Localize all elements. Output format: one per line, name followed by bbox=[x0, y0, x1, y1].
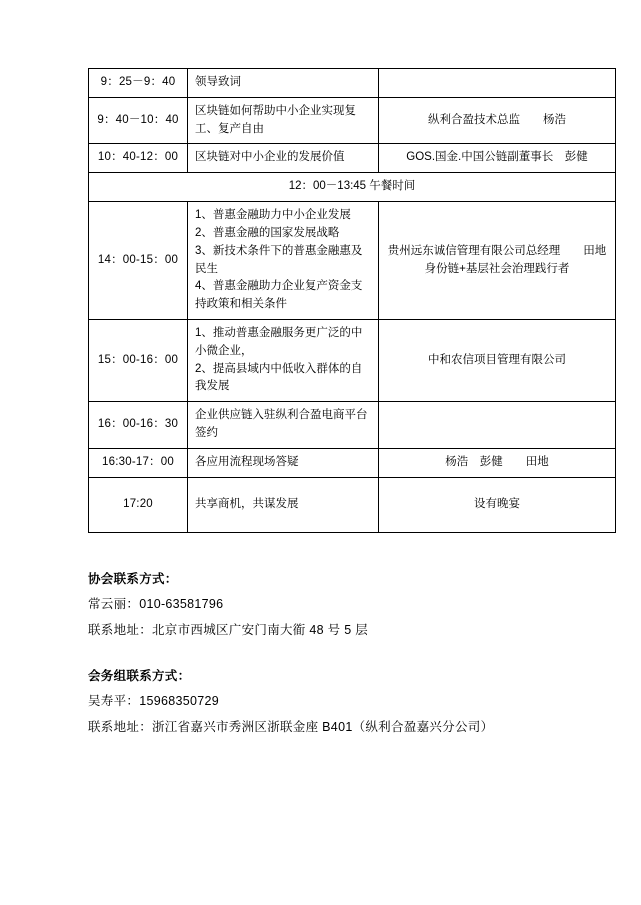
row-topic-line: 4、普惠金融助力企业复产资金支持政策和相关条件 bbox=[195, 280, 363, 311]
row-time: 14：00-15：00 bbox=[89, 202, 188, 320]
table-row bbox=[89, 402, 616, 449]
table-row bbox=[89, 69, 616, 98]
contact-heading: 会务组联系方式： bbox=[88, 668, 191, 683]
table-row-lunch bbox=[89, 173, 616, 202]
row-time: 9：40－10：40 bbox=[89, 97, 188, 144]
row-topic: 区块链对中小企业的发展价值 bbox=[188, 144, 379, 173]
row-topic-line: 2、普惠金融的国家发展战略 bbox=[195, 226, 340, 239]
row-speaker-line: 中和农信项目管理有限公司 bbox=[428, 353, 566, 366]
row-time: 16:30-17：00 bbox=[89, 448, 188, 477]
table-row bbox=[89, 202, 616, 320]
contact-group-organizer bbox=[88, 664, 571, 741]
row-time: 16：00-16：30 bbox=[89, 402, 188, 449]
contact-line: 联系地址：浙江省嘉兴市秀洲区浙联金座 B401（纵利合盈嘉兴分公司） bbox=[88, 719, 494, 734]
row-topic: 区块链如何帮助中小企业实现复工、复产自由 bbox=[188, 97, 379, 144]
row-topic: 共享商机，共谋发展 bbox=[188, 477, 379, 532]
row-speaker: 设有晚宴 bbox=[379, 477, 616, 532]
row-time: 9：25－9：40 bbox=[89, 69, 188, 98]
row-speaker: 杨浩 彭健 田地 bbox=[379, 448, 616, 477]
contact-heading: 协会联系方式： bbox=[88, 571, 178, 586]
table-row bbox=[89, 319, 616, 401]
row-topic-line: 3、新技术条件下的普惠金融惠及民生 bbox=[195, 244, 363, 275]
lunch-break-text: 12：00－13:45 午餐时间 bbox=[89, 173, 616, 202]
row-time: 17:20 bbox=[89, 477, 188, 532]
row-speaker: 纵利合盈技术总监 杨浩 bbox=[379, 97, 616, 144]
row-topic: 各应用流程现场答疑 bbox=[188, 448, 379, 477]
row-time: 15：00-16：00 bbox=[89, 319, 188, 401]
table-row bbox=[89, 97, 616, 144]
row-topic-line: 2、提高县域内中低收入群体的自我发展 bbox=[195, 362, 363, 393]
table-row bbox=[89, 448, 616, 477]
row-time: 10：40-12：00 bbox=[89, 144, 188, 173]
row-topic-lines bbox=[195, 325, 371, 396]
schedule-table-body bbox=[89, 69, 616, 533]
row-speaker bbox=[379, 319, 616, 401]
row-topic-line: 1、普惠金融助力中小企业发展 bbox=[195, 209, 351, 222]
row-topic: 企业供应链入驻纵利合盈电商平台签约 bbox=[188, 402, 379, 449]
row-speaker: GOS.国金.中国公链副董事长 彭健 bbox=[379, 144, 616, 173]
schedule-table bbox=[88, 68, 616, 533]
row-speaker bbox=[379, 202, 616, 320]
contacts-section bbox=[88, 567, 571, 741]
contact-group-association bbox=[88, 567, 571, 644]
table-row bbox=[89, 477, 616, 532]
contact-line: 吴寿平：15968350729 bbox=[88, 694, 219, 709]
row-speaker bbox=[379, 402, 616, 449]
row-speaker-line: 身份链+基层社会治理践行者 bbox=[424, 262, 570, 275]
contact-line: 常云丽：010-63581796 bbox=[88, 597, 224, 612]
row-speaker bbox=[379, 69, 616, 98]
row-topic: 领导致词 bbox=[188, 69, 379, 98]
row-topic bbox=[188, 202, 379, 320]
row-topic-line: 1、推动普惠金融服务更广泛的中小微企业， bbox=[195, 326, 363, 357]
row-topic bbox=[188, 319, 379, 401]
contact-line: 联系地址：北京市西城区广安门南大衜 48 号 5 层 bbox=[88, 622, 369, 637]
row-topic-lines bbox=[195, 207, 371, 314]
table-row bbox=[89, 144, 616, 173]
row-speaker-line: 贵州远东诚信管理有限公司总经理 田地 bbox=[387, 244, 607, 257]
